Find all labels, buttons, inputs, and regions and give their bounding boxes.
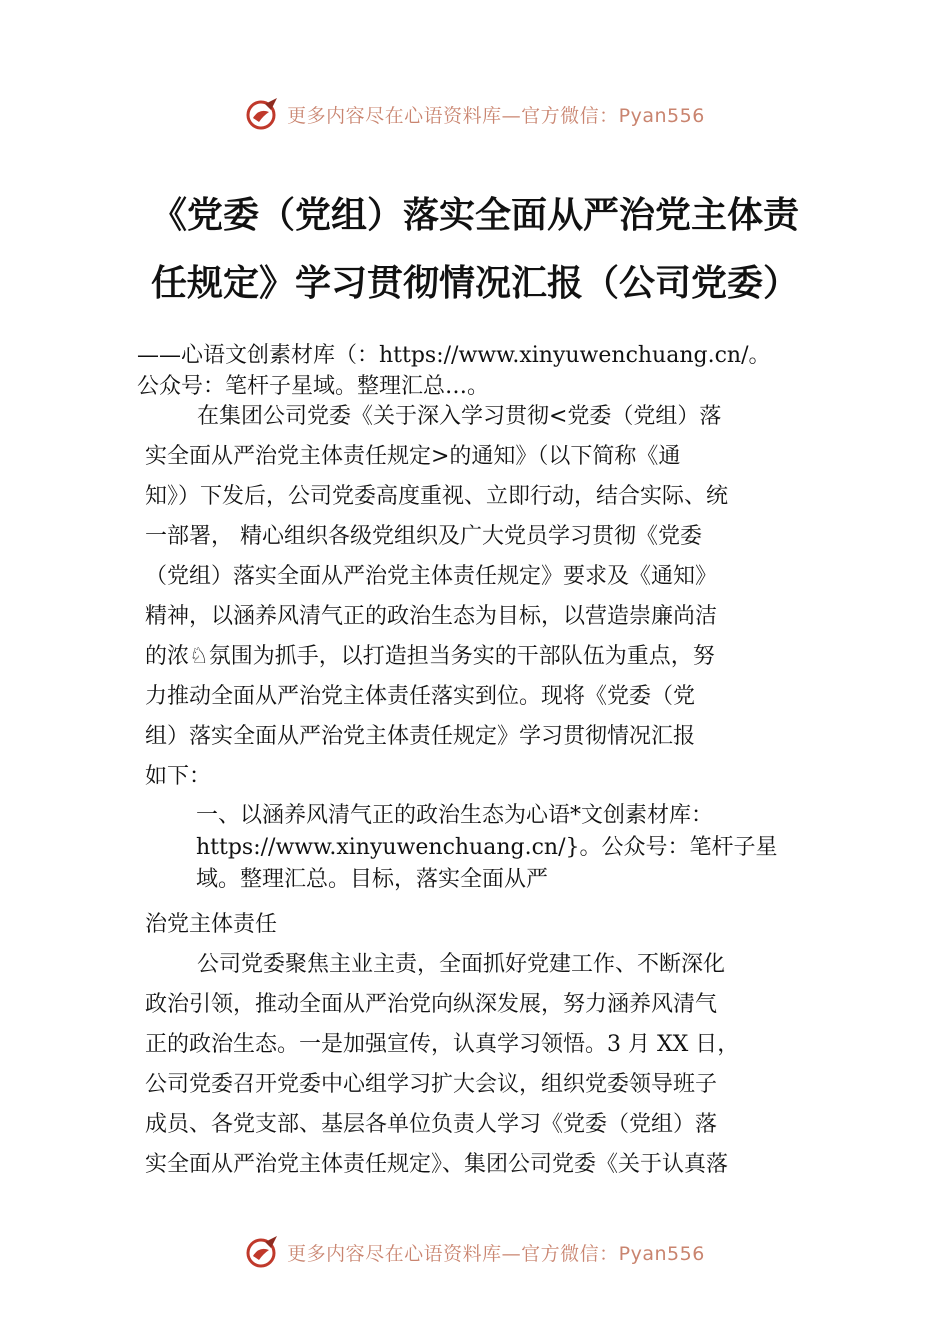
text-line: 正的政治生态。一是加强宣传，认真学习领悟。3 月 XX 日， [145, 1032, 740, 1057]
heading-line: 域。整理汇总。目标，落实全面从严 [196, 867, 549, 892]
text-line: 成员、各党支部、基层各单位负责人学习《党委（党组）落 [145, 1112, 718, 1137]
text-line: 的浓♘氛围为抓手，以打造担当务实的干部队伍为重点，努 [145, 644, 715, 669]
section-heading [196, 800, 836, 896]
text-line: 实全面从严治党主体责任规定>的通知》（以下简称《通 [145, 444, 681, 469]
text-line: 实全面从严治党主体责任规定》、集团公司党委《关于认真落 [145, 1152, 729, 1177]
text-line: （党组）落实全面从严治党主体责任规定》要求及《通知》 [145, 564, 718, 589]
text-line: 公司党委聚焦主业主责，全面抓好党建工作、不断深化 [197, 952, 726, 977]
text-line: 一部署， 精心组织各级党组织及广大党员学习贯彻《党委 [145, 524, 702, 549]
text-line: 公司党委召开党委中心组学习扩大会议，组织党委领导班子 [145, 1072, 718, 1097]
pen-logo-icon [245, 1234, 281, 1270]
section-heading-tail: 治党主体责任 [145, 912, 278, 937]
heading-line: 一、以涵养风清气正的政治生态为心语*文创素材库： [196, 803, 714, 828]
text-line: 组）落实全面从严治党主体责任规定》学习贯彻情况汇报 [145, 724, 696, 749]
text-line: 如下： [145, 764, 212, 789]
text-line: 精神，以涵养风清气正的政治生态为目标，以营造崇廉尚洁 [145, 604, 718, 629]
text-line: 政治引领，推动全面从严治党向纵深发展，努力涵养风清气 [145, 992, 718, 1017]
document-title [60, 182, 890, 318]
watermark-text: 更多内容尽在心语资料库—官方微信：Pyan556 [287, 1242, 705, 1265]
source-line: ——心语文创素材库（：https://www.xinyuwenchuang.cn/。 [137, 343, 771, 368]
source-note [137, 340, 837, 402]
paragraph-intro [145, 397, 825, 797]
text-line: 力推动全面从严治党主体责任落实到位。现将《党委（党 [145, 684, 696, 709]
paragraph-section1 [145, 945, 825, 1185]
header-watermark [0, 94, 950, 134]
source-line: 公众号：笔杆子星域。整理汇总…。 [137, 374, 490, 399]
heading-line: https://www.xinyuwenchuang.cn/}。公众号：笔杆子星 [196, 835, 778, 860]
text-line: 在集团公司党委《关于深入学习贯彻<党委（党组）落 [197, 404, 722, 429]
watermark-text: 更多内容尽在心语资料库—官方微信：Pyan556 [287, 104, 705, 127]
title-line: 任规定》学习贯彻情况汇报（公司党委） [150, 263, 799, 304]
pen-logo-icon [245, 96, 281, 132]
footer-watermark [0, 1232, 950, 1272]
title-line: 《党委（党组）落实全面从严治党主体责 [150, 195, 799, 236]
text-line: 知》）下发后，公司党委高度重视、立即行动，结合实际、统 [145, 484, 729, 509]
